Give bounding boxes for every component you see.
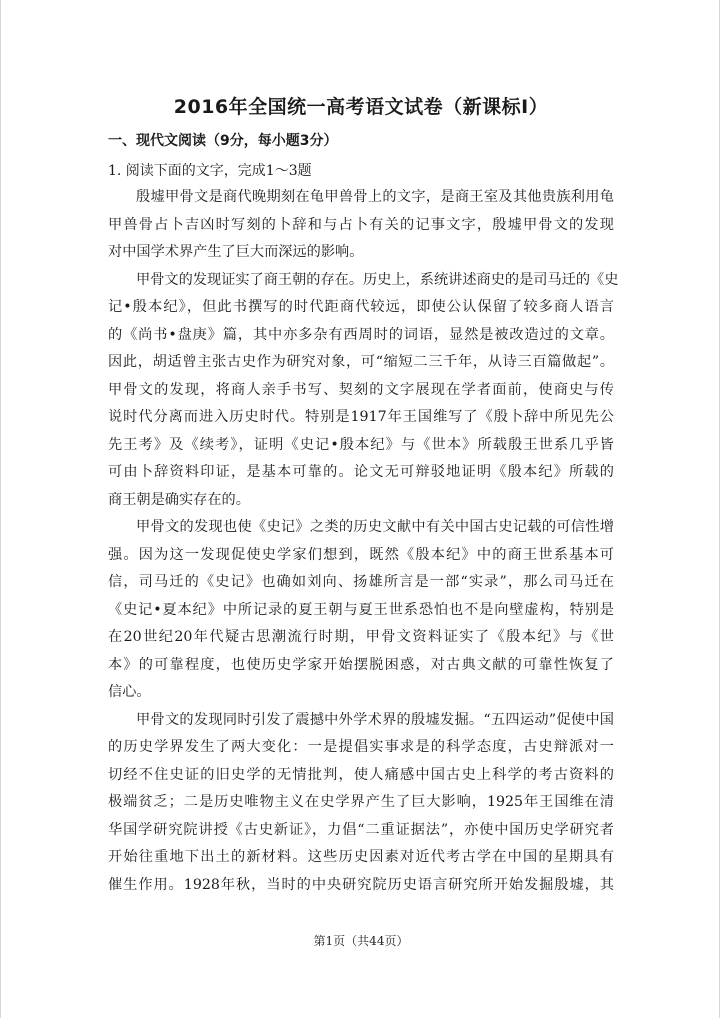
passage-line: 在20世纪20年代疑古思潮流行时期，甲骨文资料证实了《殷本纪》与《世 bbox=[108, 629, 614, 645]
passage-line: 甲骨文的发现，将商人亲手书写、契刻的文字展现在学者面前，使商史与传 bbox=[108, 381, 614, 398]
reading-passage bbox=[108, 184, 619, 899]
passage-line: 的历史学界发生了两大变化：一是提倡实事求是的科学态度，古史辩派对一 bbox=[108, 739, 614, 755]
passage-line: 开始往重地下出土的新材料。这些历史因素对近代考古学在中国的星期具有 bbox=[108, 849, 614, 865]
passage-paragraph bbox=[108, 707, 614, 900]
passage-line: 因此，胡适曾主张古史作为研究对象，可“缩短二三千年，从诗三百篇做起”。 bbox=[108, 354, 614, 370]
exam-title: 2016年全国统一高考语文试卷（新课标Ⅰ） bbox=[173, 96, 549, 118]
passage-line: 《史记•夏本纪》中所记录的夏王朝与夏王世系恐怕也不是向壁虚构，特别是 bbox=[108, 601, 614, 618]
passage-line: 极端贫乏；二是历史唯物主义在史学界产生了巨大影响，1925年王国维在清 bbox=[108, 794, 614, 810]
passage-line: 甲骨文的发现也使《史记》之类的历史文献中有关中国古史记载的可信性增 bbox=[136, 519, 614, 535]
passage-line: 说时代分离而进入历史时代。特别是1917年王国维写了《殷卜辞中所见先公 bbox=[108, 409, 614, 425]
passage-line: 信心。 bbox=[108, 684, 151, 700]
page-footer: 第1页（共44页） bbox=[313, 934, 409, 948]
passage-line: 甲骨文的发现同时引发了震撼中外学术界的殷墟发掘。“五四运动”促使中国 bbox=[136, 711, 614, 728]
section-heading: 一、现代文阅读（9分，每小题3分） bbox=[108, 133, 338, 149]
passage-line: 华国学研究院讲授《古史新证》，力倡“二重证据法”，亦使中国历史学研究者 bbox=[108, 821, 614, 838]
passage-line: 可由卜辞资料印证，是基本可靠的。论文无可辩驳地证明《殷本纪》所载的 bbox=[108, 464, 614, 480]
passage-paragraph bbox=[108, 184, 614, 267]
passage-line: 催生作用。1928年秋，当时的中央研究院历史语言研究所开始发掘殷墟，其 bbox=[108, 876, 614, 893]
passage-line: 切经不住史证的旧史学的无情批判，使人痛感中国古史上科学的考古资料的 bbox=[108, 766, 614, 783]
passage-paragraph bbox=[108, 267, 619, 515]
passage-line: 对中国学术界产生了巨大而深远的影响。 bbox=[108, 244, 364, 260]
passage-paragraph bbox=[108, 514, 614, 707]
question-prompt: 1. 阅读下面的文字，完成1～3题 bbox=[108, 163, 312, 179]
passage-line: 本》的可靠程度，也使历史学家开始摆脱困惑，对古典文献的可靠性恢复了 bbox=[108, 656, 614, 673]
passage-line: 强。因为这一发现促使史学家们想到，既然《殷本纪》中的商王世系基本可 bbox=[108, 546, 614, 563]
passage-line: 殷墟甲骨文是商代晚期刻在龟甲兽骨上的文字，是商王室及其他贵族利用龟 bbox=[136, 189, 614, 205]
passage-line: 商王朝是确实存在的。 bbox=[108, 491, 250, 508]
passage-line: 信，司马迁的《史记》也确如刘向、扬雄所言是一部“实录”，那么司马迁在 bbox=[108, 574, 614, 590]
passage-line: 先王考》及《续考》，证明《史记•殷本纪》与《世本》所载殷王世系几乎皆 bbox=[108, 436, 614, 453]
passage-line: 的《尚书•盘庚》篇，其中亦多杂有西周时的词语，显然是被改造过的文章。 bbox=[108, 326, 614, 343]
passage-line: 记•殷本纪》，但此书撰写的时代距商代较远，即使公认保留了较多商人语言 bbox=[108, 299, 614, 315]
passage-line: 甲兽骨占卜吉凶时写刻的卜辞和与占卜有关的记事文字，殷墟甲骨文的发现 bbox=[108, 216, 614, 233]
passage-line: 甲骨文的发现证实了商王朝的存在。历史上，系统讲述商史的是司马迁的《史 bbox=[136, 271, 619, 288]
